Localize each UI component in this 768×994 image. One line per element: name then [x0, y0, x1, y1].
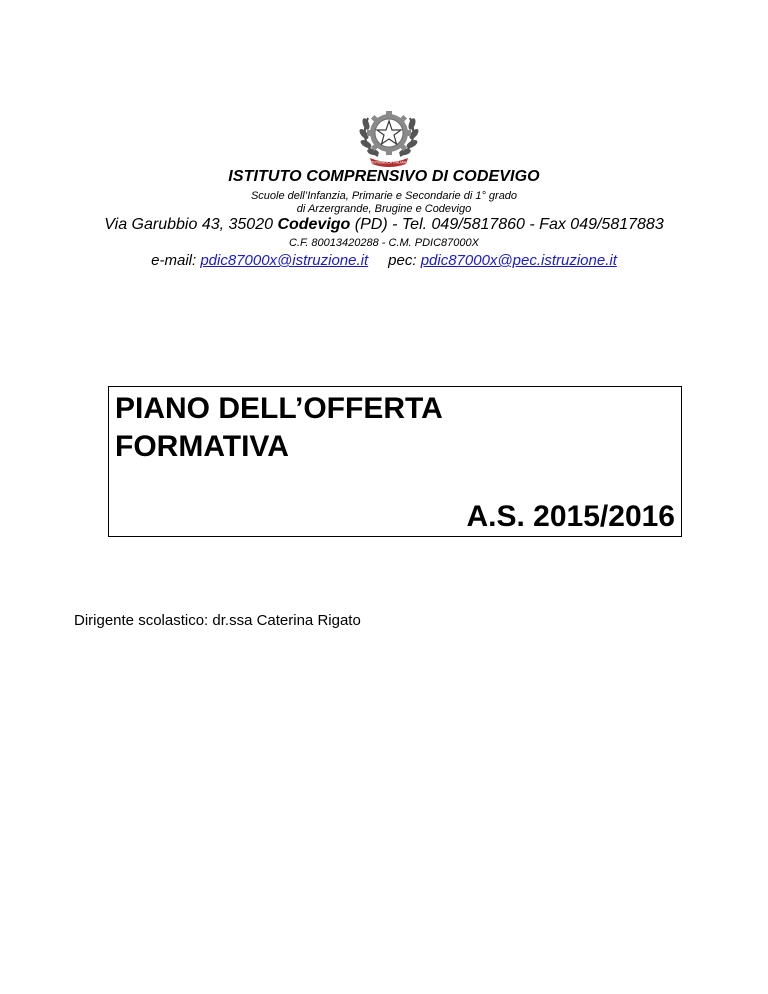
email-link[interactable]: pdic87000x@istruzione.it	[200, 252, 369, 269]
document-title-box	[108, 386, 682, 537]
emblema-repubblica-italiana-icon	[358, 104, 420, 168]
institute-address	[0, 216, 768, 234]
emblem-ribbon-text: REPVBBLICA ITALIANA	[369, 160, 409, 165]
institute-subtitle-line2: di Arzergrande, Brugine e Codevigo	[296, 203, 472, 215]
pec-link[interactable]: pdic87000x@pec.istruzione.it	[420, 252, 617, 269]
principal-name: Dirigente scolastico: dr.ssa Caterina Rigato	[74, 612, 361, 629]
institute-subtitle-line1: Scuole dell’Infanzia, Primarie e Secondarie di 1° grado	[250, 190, 518, 202]
institute-codes: C.F. 80013420288 - C.M. PDIC87000X	[289, 237, 479, 249]
email-label: e-mail:	[151, 252, 201, 269]
institute-contacts	[0, 252, 768, 269]
document-title: PIANO DELL’OFFERTA FORMATIVA	[115, 392, 442, 463]
address-suffix: (PD) - Tel. 049/5817860 - Fax 049/5817883	[350, 216, 664, 233]
pec-label: pec:	[388, 252, 421, 269]
institute-name: ISTITUTO COMPRENSIVO DI CODEVIGO	[228, 168, 540, 185]
address-prefix: Via Garubbio 43, 35020	[104, 216, 278, 233]
school-year: A.S. 2015/2016	[466, 500, 675, 533]
address-city: Codevigo	[277, 216, 351, 233]
